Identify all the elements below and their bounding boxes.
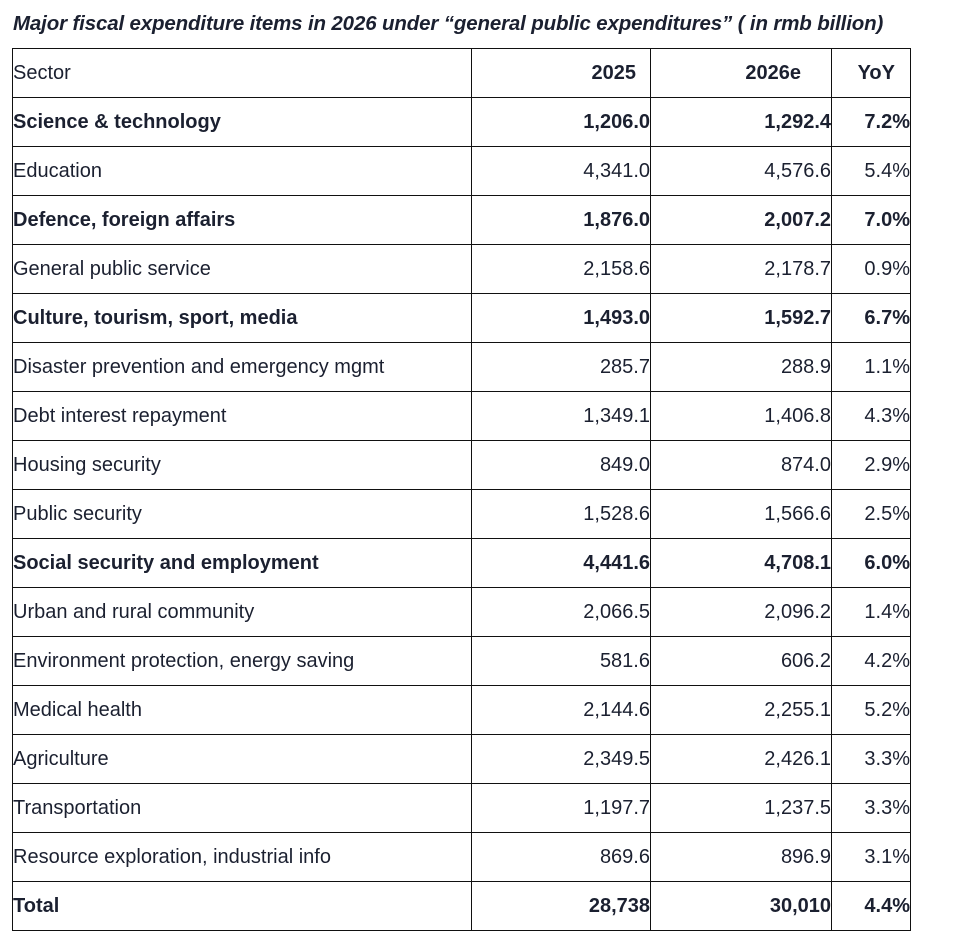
- table-row-total: [13, 882, 911, 931]
- table-row: [13, 343, 911, 392]
- cell-sector: Defence, foreign affairs: [13, 196, 472, 245]
- column-header-yoy: YoY: [832, 49, 911, 98]
- cell-2026e: 2,096.2: [651, 588, 832, 637]
- cell-2025: 849.0: [472, 441, 651, 490]
- table-row: [13, 147, 911, 196]
- cell-2026e: 30,010: [651, 882, 832, 931]
- table-row: [13, 392, 911, 441]
- table-row: [13, 490, 911, 539]
- cell-yoy: 4.3%: [832, 392, 911, 441]
- table-row: [13, 735, 911, 784]
- cell-sector: Social security and employment: [13, 539, 472, 588]
- page-title: Major fiscal expenditure items in 2026 under “general public expenditures” ( in rmb billion): [13, 12, 884, 35]
- cell-2026e: 606.2: [651, 637, 832, 686]
- cell-sector: Education: [13, 147, 472, 196]
- cell-2026e: 4,576.6: [651, 147, 832, 196]
- cell-yoy: 6.7%: [832, 294, 911, 343]
- cell-sector: Public security: [13, 490, 472, 539]
- table-header-row: [13, 49, 911, 98]
- cell-2025: 1,197.7: [472, 784, 651, 833]
- cell-yoy: 5.4%: [832, 147, 911, 196]
- cell-2025: 1,349.1: [472, 392, 651, 441]
- column-header-2025: 2025: [472, 49, 651, 98]
- cell-2026e: 1,592.7: [651, 294, 832, 343]
- fiscal-expenditure-table: [12, 48, 911, 931]
- cell-2025: 285.7: [472, 343, 651, 392]
- cell-2026e: 874.0: [651, 441, 832, 490]
- table-row: [13, 833, 911, 882]
- cell-sector: Disaster prevention and emergency mgmt: [13, 343, 472, 392]
- cell-2025: 1,528.6: [472, 490, 651, 539]
- cell-2026e: 2,178.7: [651, 245, 832, 294]
- cell-2025: 4,441.6: [472, 539, 651, 588]
- table-row: [13, 637, 911, 686]
- table-row: [13, 196, 911, 245]
- cell-2026e: 1,292.4: [651, 98, 832, 147]
- cell-sector: General public service: [13, 245, 472, 294]
- cell-yoy: 4.4%: [832, 882, 911, 931]
- cell-yoy: 3.1%: [832, 833, 911, 882]
- cell-sector: Transportation: [13, 784, 472, 833]
- cell-2026e: 2,007.2: [651, 196, 832, 245]
- cell-yoy: 1.4%: [832, 588, 911, 637]
- cell-2026e: 1,566.6: [651, 490, 832, 539]
- cell-yoy: 3.3%: [832, 735, 911, 784]
- cell-yoy: 5.2%: [832, 686, 911, 735]
- cell-yoy: 2.9%: [832, 441, 911, 490]
- table-row: [13, 784, 911, 833]
- cell-yoy: 0.9%: [832, 245, 911, 294]
- cell-2026e: 288.9: [651, 343, 832, 392]
- cell-2026e: 1,406.8: [651, 392, 832, 441]
- column-header-2026e: 2026e: [651, 49, 832, 98]
- cell-2025: 2,158.6: [472, 245, 651, 294]
- cell-2026e: 1,237.5: [651, 784, 832, 833]
- table-row: [13, 245, 911, 294]
- cell-2025: 581.6: [472, 637, 651, 686]
- cell-2025: 869.6: [472, 833, 651, 882]
- table-row: [13, 98, 911, 147]
- column-header-sector: Sector: [13, 49, 472, 98]
- cell-2025: 4,341.0: [472, 147, 651, 196]
- cell-yoy: 1.1%: [832, 343, 911, 392]
- table-row: [13, 294, 911, 343]
- table-row: [13, 686, 911, 735]
- cell-2026e: 4,708.1: [651, 539, 832, 588]
- cell-2025: 1,206.0: [472, 98, 651, 147]
- cell-sector: Science & technology: [13, 98, 472, 147]
- cell-sector: Debt interest repayment: [13, 392, 472, 441]
- cell-2026e: 896.9: [651, 833, 832, 882]
- cell-sector: Medical health: [13, 686, 472, 735]
- table-row: [13, 539, 911, 588]
- cell-2025: 2,144.6: [472, 686, 651, 735]
- cell-sector: Culture, tourism, sport, media: [13, 294, 472, 343]
- cell-2025: 28,738: [472, 882, 651, 931]
- cell-2026e: 2,426.1: [651, 735, 832, 784]
- cell-2026e: 2,255.1: [651, 686, 832, 735]
- cell-sector: Housing security: [13, 441, 472, 490]
- cell-sector: Agriculture: [13, 735, 472, 784]
- cell-sector: Resource exploration, industrial info: [13, 833, 472, 882]
- cell-sector: Total: [13, 882, 472, 931]
- cell-yoy: 6.0%: [832, 539, 911, 588]
- table-row: [13, 441, 911, 490]
- cell-2025: 1,876.0: [472, 196, 651, 245]
- cell-sector: Environment protection, energy saving: [13, 637, 472, 686]
- table-header: [13, 49, 911, 98]
- cell-2025: 1,493.0: [472, 294, 651, 343]
- cell-yoy: 7.2%: [832, 98, 911, 147]
- cell-sector: Urban and rural community: [13, 588, 472, 637]
- table-row: [13, 588, 911, 637]
- cell-yoy: 7.0%: [832, 196, 911, 245]
- cell-yoy: 4.2%: [832, 637, 911, 686]
- cell-2025: 2,349.5: [472, 735, 651, 784]
- table-body: [13, 98, 911, 931]
- cell-yoy: 2.5%: [832, 490, 911, 539]
- cell-yoy: 3.3%: [832, 784, 911, 833]
- cell-2025: 2,066.5: [472, 588, 651, 637]
